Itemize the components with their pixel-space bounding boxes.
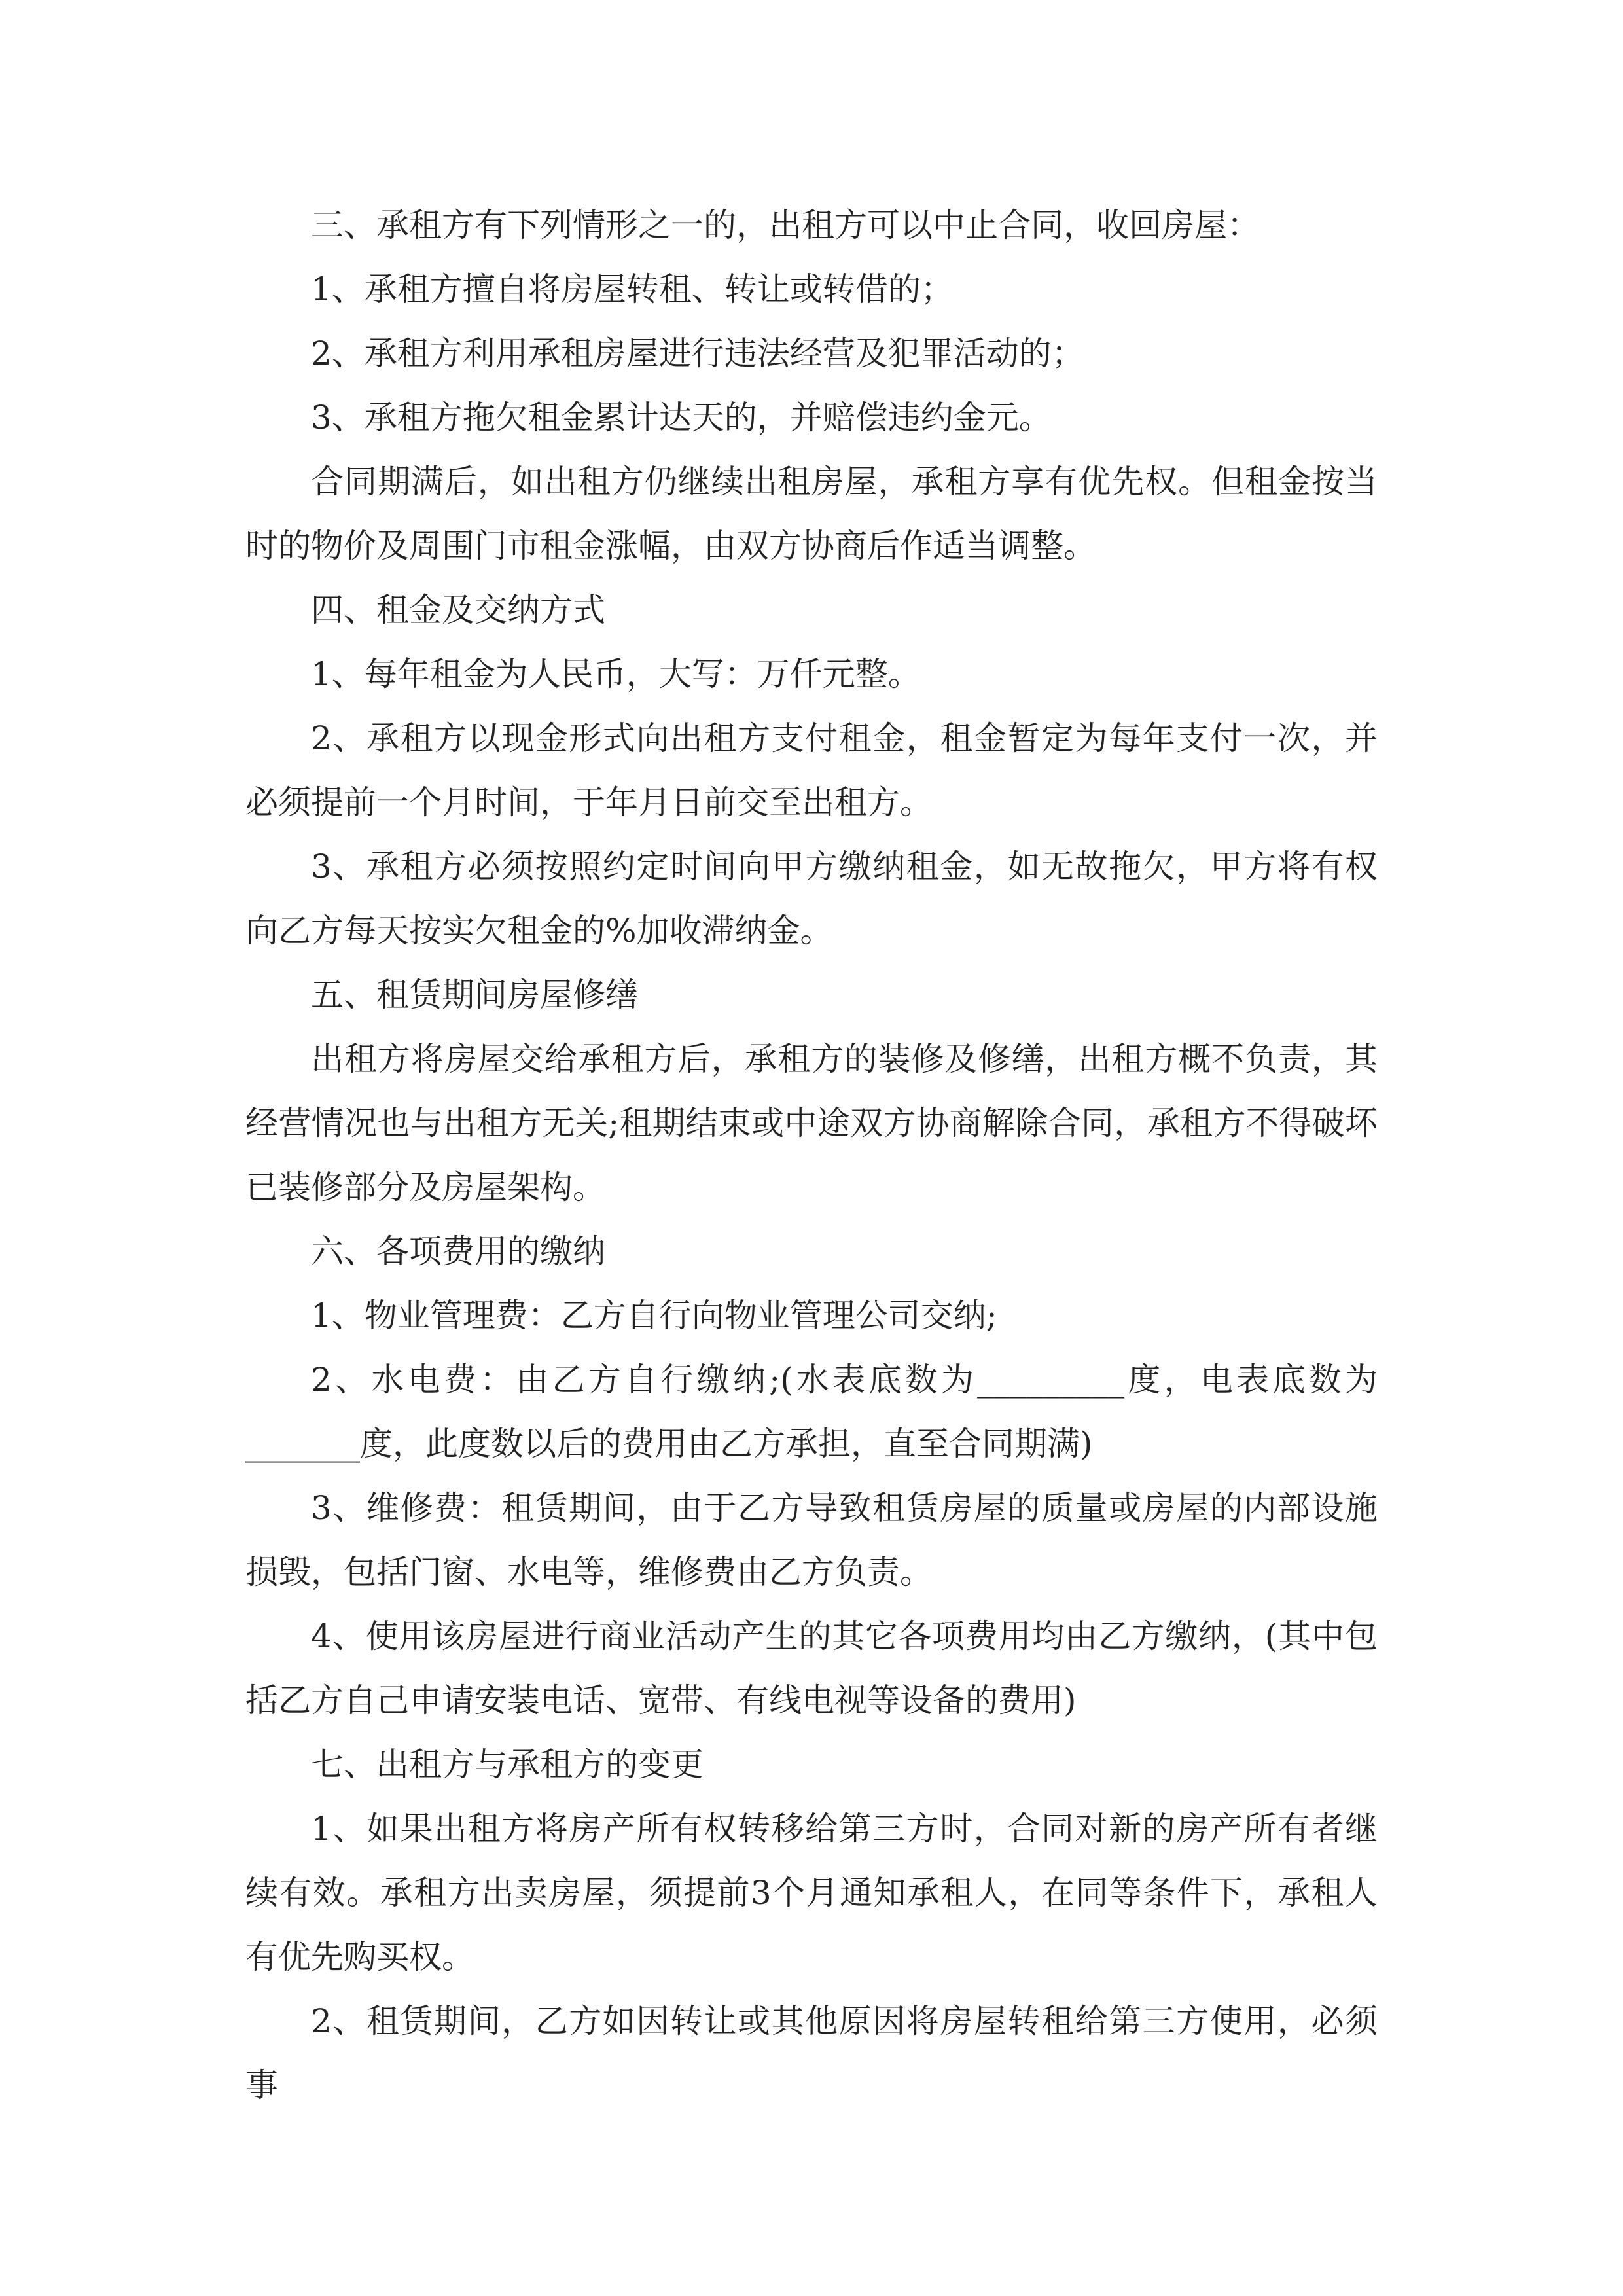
paragraph-clause: 1、如果出租方将房产所有权转移给第三方时，合同对新的房产所有者继续有效。承租方出卖房屋，须提前3个月通知承租人，在同等条件下，承租人有优先购买权。 (245, 1810, 1378, 1976)
paragraph-section-4-heading: 四、租金及交纳方式 (311, 591, 605, 629)
paragraph-section-6-heading: 六、各项费用的缴纳 (311, 1232, 605, 1270)
paragraph-clause: 3、承租方拖欠租金累计达天的，并赔偿违约金元。 (311, 399, 1052, 437)
paragraph-clause: 1、物业管理费：乙方自行向物业管理公司交纳; (311, 1297, 997, 1335)
paragraph-clause: 3、维修费：租赁期间，由于乙方导致租赁房屋的质量或房屋的内部设施损毁，包括门窗、水电等，维修费由乙方负责。 (245, 1489, 1378, 1591)
paragraph-clause: 2、承租方利用承租房屋进行违法经营及犯罪活动的； (311, 334, 1084, 372)
paragraph-clause: 1、每年租金为人民币，大写：万仟元整。 (311, 655, 921, 693)
paragraph-clause: 2、租赁期间，乙方如因转让或其他原因将房屋转租给第三方使用，必须事 (245, 2002, 1378, 2104)
paragraph-clause: 3、承租方必须按照约定时间向甲方缴纳租金，如无故拖欠，甲方将有权向乙方每天按实欠租金的%加收滞纳金。 (245, 848, 1378, 950)
paragraph-section-7-heading: 七、出租方与承租方的变更 (311, 1746, 704, 1784)
paragraph-body: 合同期满后，如出租方仍继续出租房屋，承租方享有优先权。但租金按当时的物价及周围门市租金涨幅，由双方协商后作适当调整。 (245, 463, 1378, 565)
paragraph-body: 出租方将房屋交给承租方后，承租方的装修及修缮，出租方概不负责，其经营情况也与出租方无关;租期结束或中途双方协商解除合同，承租方不得破坏已装修部分及房屋架构。 (245, 1040, 1378, 1206)
paragraph-clause: 1、承租方擅自将房屋转租、转让或转借的； (311, 270, 954, 308)
paragraph-section-3-heading: 三、承租方有下列情形之一的，出租方可以中止合同，收回房屋： (311, 206, 1260, 244)
paragraph-section-5-heading: 五、租赁期间房屋修缮 (311, 976, 638, 1014)
document-body (245, 193, 1378, 2117)
paragraph-clause: 4、使用该房屋进行商业活动产生的其它各项费用均由乙方缴纳，(其中包括乙方自己申请安装电话、宽带、有线电视等设备的费用) (245, 1617, 1378, 1719)
paragraph-clause: 2、承租方以现金形式向出租方支付租金，租金暂定为每年支付一次，并必须提前一个月时间，于年月日前交至出租方。 (245, 719, 1378, 821)
paragraph-clause: 2、水电费：由乙方自行缴纳;(水表底数为_________度，电表底数为_______度，此度数以后的费用由乙方承担，直至合同期满) (245, 1361, 1378, 1463)
